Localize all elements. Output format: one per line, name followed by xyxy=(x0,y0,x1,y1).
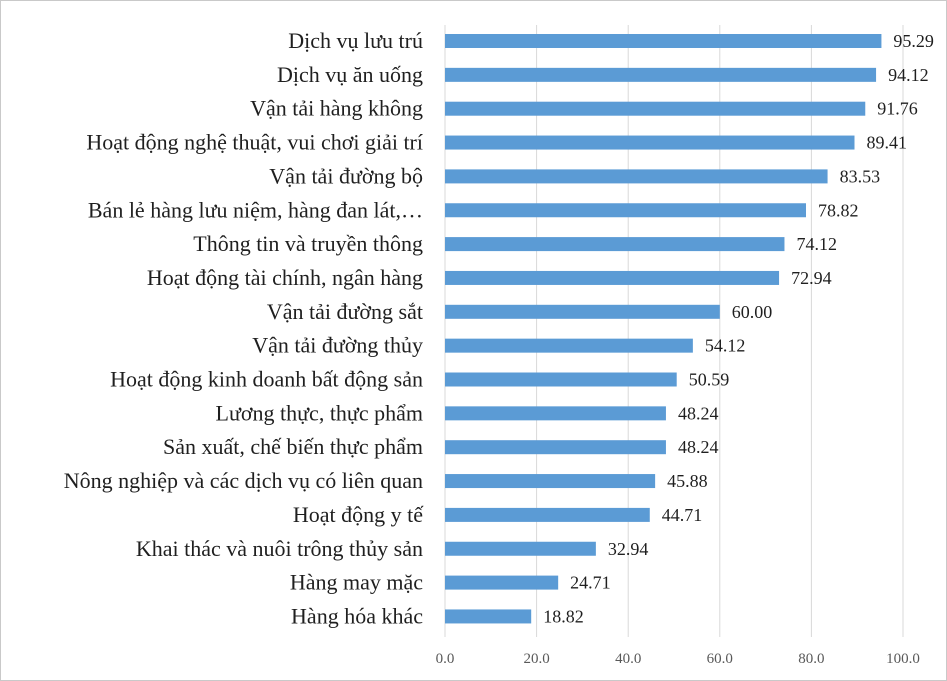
value-label: 45.88 xyxy=(667,471,708,492)
category-label: Dịch vụ ăn uống xyxy=(276,61,423,87)
bar xyxy=(445,169,828,183)
value-label: 60.00 xyxy=(731,301,773,322)
value-label: 24.71 xyxy=(570,572,611,593)
bar xyxy=(445,508,650,522)
category-label: Thông tin và truyền thông xyxy=(193,231,423,257)
category-label: Vận tải hàng không xyxy=(250,95,423,121)
value-label: 95.29 xyxy=(893,31,934,51)
bar xyxy=(445,440,666,454)
category-labels xyxy=(64,28,424,628)
bar xyxy=(445,373,677,387)
bar xyxy=(445,609,531,623)
value-label: 48.24 xyxy=(677,403,719,424)
bar xyxy=(445,68,876,82)
bar xyxy=(445,542,596,556)
value-label: 32.94 xyxy=(607,538,649,559)
value-labels xyxy=(543,31,934,626)
value-label: 94.12 xyxy=(888,64,929,85)
category-label: Hoạt động kinh doanh bất động sản xyxy=(110,366,423,392)
bar xyxy=(445,474,655,488)
category-label: Nông nghiệp và các dịch vụ có liên quan xyxy=(63,468,423,494)
category-label: Sản xuất, chế biến thực phẩm xyxy=(163,434,423,460)
bar xyxy=(445,34,881,48)
category-label: Dịch vụ lưu trú xyxy=(288,28,423,53)
value-label: 48.24 xyxy=(677,437,719,458)
category-label: Vận tải đường bộ xyxy=(269,163,423,189)
bar xyxy=(445,237,784,251)
value-label: 74.12 xyxy=(796,234,837,255)
category-label: Hàng hóa khác xyxy=(291,603,423,629)
value-label: 18.82 xyxy=(543,606,584,627)
bar xyxy=(445,406,666,420)
category-label: Lương thực, thực phẩm xyxy=(215,400,423,426)
x-axis-tick-labels xyxy=(436,651,920,667)
x-tick-label: 20.0 xyxy=(523,651,550,667)
bar xyxy=(445,271,779,285)
x-tick-label: 80.0 xyxy=(798,651,825,667)
value-label: 78.82 xyxy=(817,200,859,221)
value-label: 91.76 xyxy=(877,98,918,119)
bar xyxy=(445,339,693,353)
x-tick-label: 60.0 xyxy=(706,651,733,667)
category-label: Hoạt động y tế xyxy=(292,501,423,527)
bar xyxy=(445,305,720,319)
x-tick-label: 0.0 xyxy=(435,651,455,667)
value-label: 89.41 xyxy=(866,132,907,153)
category-label: Hoạt động nghệ thuật, vui chơi giải trí xyxy=(86,129,423,155)
value-label: 44.71 xyxy=(661,504,703,525)
bars xyxy=(445,34,881,623)
x-tick-label: 100.0 xyxy=(886,651,920,667)
category-label: Vận tải đường thủy xyxy=(252,332,423,358)
value-label: 72.94 xyxy=(791,267,832,288)
value-label: 50.59 xyxy=(688,369,730,390)
bar xyxy=(445,102,865,116)
category-label: Vận tải đường sắt xyxy=(266,298,423,324)
bar xyxy=(445,203,806,217)
value-label: 83.53 xyxy=(839,166,881,187)
bar-chart xyxy=(1,1,946,680)
category-label: Bán lẻ hàng lưu niệm, hàng đan lát,… xyxy=(87,197,423,223)
bar xyxy=(445,136,854,150)
category-label: Hoạt động tài chính, ngân hàng xyxy=(146,264,423,290)
bar xyxy=(445,576,558,590)
category-label: Khai thác và nuôi trông thủy sản xyxy=(135,535,423,561)
value-label: 54.12 xyxy=(704,335,746,356)
category-label: Hàng may mặc xyxy=(289,569,423,595)
x-tick-label: 40.0 xyxy=(615,651,642,667)
